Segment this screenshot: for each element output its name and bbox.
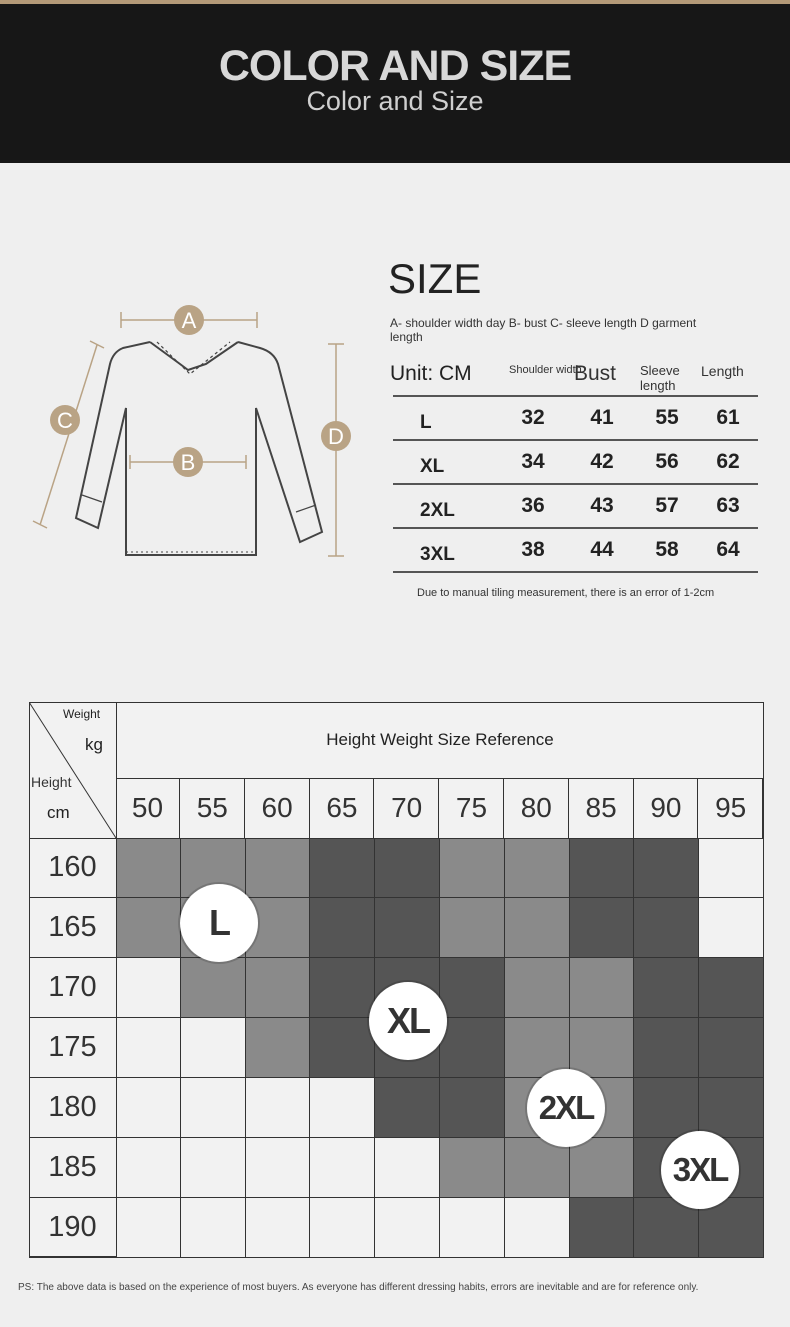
grid-cell	[440, 1138, 505, 1198]
garment-measurement-diagram	[20, 290, 360, 580]
height-axis-label: Height	[31, 774, 72, 790]
size-badge-2xl: 2XL	[527, 1069, 605, 1147]
length-value: 61	[716, 406, 740, 429]
shoulder-value: 38	[521, 538, 545, 561]
height-row-header: 170	[29, 958, 116, 1018]
col-sleeve-header: Sleeve length	[640, 363, 680, 393]
badge-b-icon	[173, 447, 203, 477]
grid-divider	[29, 838, 764, 839]
weight-column-header: 65	[310, 778, 374, 838]
grid-cell	[116, 898, 181, 958]
grid-cell	[699, 1078, 764, 1138]
table-divider	[393, 571, 758, 573]
weight-column-header: 50	[116, 778, 180, 838]
col-length-header: Length	[701, 363, 744, 379]
weight-axis-label: Weight	[63, 707, 101, 721]
shoulder-value: 36	[521, 494, 545, 517]
grid-cell	[440, 898, 505, 958]
grid-cell	[181, 958, 246, 1018]
grid-cell	[570, 1018, 635, 1078]
size-label: 3XL	[420, 544, 455, 565]
sleeve-value: 55	[655, 406, 679, 429]
grid-cell	[634, 898, 699, 958]
grid-cell	[505, 1198, 570, 1258]
grid-cell	[310, 1138, 375, 1198]
length-value: 64	[716, 538, 740, 561]
grid-cell	[310, 1078, 375, 1138]
size-badge-xl: XL	[369, 982, 447, 1060]
size-description: A- shoulder width day B- bust C- sleeve length D garment length	[390, 316, 697, 344]
grid-cell	[570, 838, 635, 898]
grid-cell	[570, 958, 635, 1018]
grid-cell	[505, 1138, 570, 1198]
height-row-header: 185	[29, 1138, 116, 1198]
grid-cell	[246, 838, 311, 898]
page-subtitle: Color and Size	[306, 86, 484, 116]
grid-cell	[505, 958, 570, 1018]
grid-cell	[246, 1078, 311, 1138]
weight-column-header: 95	[699, 778, 763, 838]
weight-unit-label: kg	[85, 735, 103, 754]
bust-value: 41	[590, 406, 614, 429]
table-divider	[393, 439, 758, 441]
weight-column-header: 70	[375, 778, 439, 838]
bust-value: 44	[590, 538, 614, 561]
grid-cell	[440, 1198, 505, 1258]
grid-cell	[375, 1198, 440, 1258]
grid-cell	[310, 838, 375, 898]
grid-cell	[570, 1138, 635, 1198]
reference-title: Height Weight Size Reference	[326, 730, 554, 749]
size-label: 2XL	[420, 500, 455, 521]
grid-cell	[699, 1018, 764, 1078]
weight-column-header: 80	[505, 778, 569, 838]
svg-text:C: C	[57, 408, 73, 433]
sleeve-value: 57	[655, 494, 679, 517]
svg-text:B: B	[180, 450, 196, 475]
grid-cell	[310, 958, 375, 1018]
grid-cell	[634, 838, 699, 898]
weight-column-header: 90	[634, 778, 698, 838]
size-label: L	[420, 412, 432, 433]
footer-disclaimer: PS: The above data is based on the experience of most buyers. As everyone has different dressing habits, errors are inevitable and are for reference only.	[18, 1282, 699, 1293]
col-bust-header: Bust	[574, 362, 617, 385]
grid-cell	[246, 958, 311, 1018]
svg-text:D: D	[328, 424, 344, 449]
sleeve-value: 56	[655, 450, 679, 473]
weight-column-header: 55	[181, 778, 245, 838]
grid-cell	[440, 958, 505, 1018]
grid-cell	[440, 838, 505, 898]
grid-cell	[375, 1138, 440, 1198]
grid-cell	[310, 898, 375, 958]
sleeve-value: 58	[655, 538, 679, 561]
size-badge-3xl: 3XL	[661, 1131, 739, 1209]
unit-label: Unit: CM	[390, 362, 472, 385]
grid-cell	[310, 1198, 375, 1258]
bust-value: 42	[590, 450, 614, 473]
badge-d-icon	[321, 421, 351, 451]
size-label: XL	[420, 456, 445, 477]
grid-cell	[375, 1078, 440, 1138]
grid-cell	[634, 1018, 699, 1078]
grid-cell	[570, 898, 635, 958]
height-row-header: 160	[29, 838, 116, 898]
measurement-note: Due to manual tiling measurement, there is an error of 1-2cm	[417, 587, 715, 599]
height-row-header: 180	[29, 1078, 116, 1138]
grid-cell	[375, 838, 440, 898]
weight-column-header: 60	[246, 778, 310, 838]
height-row-header: 190	[29, 1198, 116, 1258]
grid-cell	[699, 898, 764, 958]
table-divider	[393, 483, 758, 485]
grid-cell	[570, 1198, 635, 1258]
grid-cell	[181, 1078, 246, 1138]
table-divider	[393, 527, 758, 529]
grid-cell	[246, 1138, 311, 1198]
page-title: COLOR AND SIZE	[218, 42, 572, 90]
size-heading: SIZE	[388, 255, 482, 302]
grid-cell	[181, 1018, 246, 1078]
grid-cell	[116, 958, 181, 1018]
grid-cell	[505, 898, 570, 958]
height-row-header: 165	[29, 898, 116, 958]
grid-cell	[181, 1198, 246, 1258]
grid-cell	[246, 1018, 311, 1078]
grid-cell	[246, 1198, 311, 1258]
grid-cell	[634, 1078, 699, 1138]
grid-cell	[699, 958, 764, 1018]
grid-cell	[440, 1018, 505, 1078]
grid-cell	[181, 1138, 246, 1198]
grid-cell	[116, 1078, 181, 1138]
sweater-outline-icon	[76, 342, 322, 555]
size-badge-l: L	[180, 884, 258, 962]
grid-cell	[440, 1078, 505, 1138]
grid-cell	[116, 838, 181, 898]
grid-cell	[116, 1198, 181, 1258]
table-divider	[393, 395, 758, 397]
grid-cell	[634, 958, 699, 1018]
shoulder-value: 34	[521, 450, 545, 473]
grid-cell	[375, 898, 440, 958]
col-shoulder-header: Shoulder width	[509, 364, 582, 376]
header-banner	[0, 4, 790, 163]
svg-text:A: A	[181, 308, 197, 333]
badge-a-icon	[174, 305, 204, 335]
height-unit-label: cm	[47, 803, 70, 822]
weight-column-header: 75	[440, 778, 504, 838]
shoulder-value: 32	[521, 406, 545, 429]
corner-diagonal-line	[29, 702, 116, 838]
weight-column-header: 85	[570, 778, 634, 838]
grid-cell	[699, 838, 764, 898]
grid-cell	[116, 1018, 181, 1078]
grid-cell	[310, 1018, 375, 1078]
grid-cell	[505, 838, 570, 898]
badge-c-icon	[50, 405, 80, 435]
height-row-header: 175	[29, 1018, 116, 1078]
bust-value: 43	[590, 494, 614, 517]
grid-cell	[116, 1138, 181, 1198]
length-value: 62	[716, 450, 740, 473]
length-value: 63	[716, 494, 740, 517]
